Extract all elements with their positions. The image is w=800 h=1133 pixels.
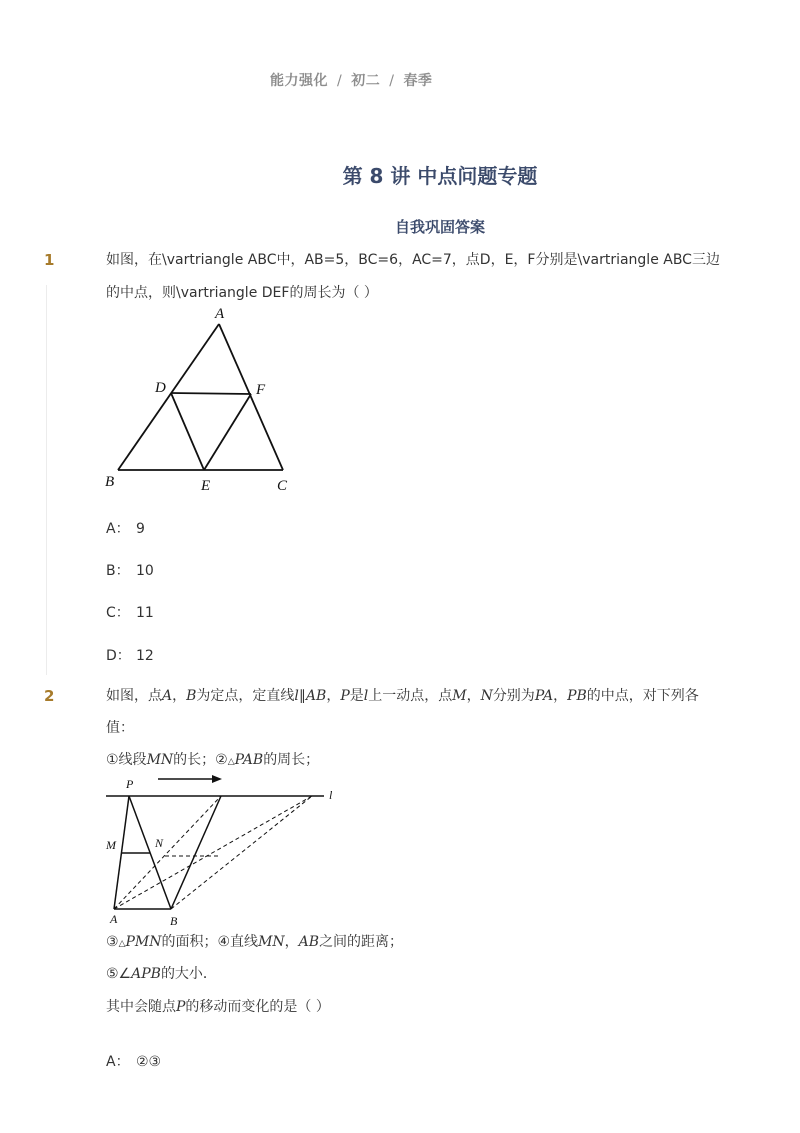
direction-arrowhead <box>212 775 222 783</box>
q2-text-line4: ③△PMN的面积；④直线MN，AB之间的距离； <box>106 934 404 950</box>
q1-option-d[interactable] <box>106 645 154 665</box>
q2-moving-point-figure <box>100 770 350 930</box>
q2-text-line3: ①线段MN的长；②△PAB的周长； <box>106 752 320 768</box>
option-value: 12 <box>136 648 154 664</box>
label-m: M <box>106 838 116 852</box>
breadcrumb-part1: 能力强化 <box>270 73 328 89</box>
breadcrumb-part3: 春季 <box>403 73 433 89</box>
question-number-1: 1 <box>44 251 55 269</box>
label-f: F <box>256 382 266 398</box>
segment-df <box>171 393 251 394</box>
option-label: D： <box>106 648 131 664</box>
label-n: N <box>155 836 164 850</box>
option-value: 9 <box>136 521 145 537</box>
breadcrumb-separator: / <box>389 73 395 89</box>
page-title: 第 8 讲 中点问题专题 <box>342 164 538 188</box>
label-e: E <box>201 478 211 494</box>
option-label: A： <box>106 1054 130 1070</box>
breadcrumb-part2: 初二 <box>351 73 381 89</box>
label-a: A <box>110 912 118 926</box>
label-p: P <box>126 777 134 791</box>
question-divider-line <box>46 285 47 675</box>
q1-option-c[interactable] <box>106 602 154 622</box>
q1-option-b[interactable] <box>106 560 154 580</box>
option-label: B： <box>106 563 130 579</box>
section-subtitle: 自我巩固答案 <box>394 218 485 236</box>
q1-text-line2: 的中点，则\vartriangle DEF的周长为（ ） <box>106 285 378 301</box>
option-value: 10 <box>136 563 154 579</box>
q1-triangle-figure <box>100 300 300 500</box>
segment-de <box>171 393 204 470</box>
option-value: 11 <box>136 605 154 621</box>
breadcrumb <box>270 70 432 90</box>
label-l: l <box>329 788 333 802</box>
side-ab <box>118 324 219 470</box>
q2-text-line2: 值： <box>106 720 134 736</box>
option-value: ②③ <box>136 1054 162 1070</box>
option-label: A： <box>106 521 130 537</box>
option-label: C： <box>106 605 130 621</box>
q2-text-line1: 如图，点A，B为定点，定直线l∥AB，P是l上一动点，点M，N分别为PA，PB的中点，对下列各 <box>106 688 699 704</box>
dashed-b-to-p3 <box>171 796 312 909</box>
label-a: A <box>215 306 225 322</box>
q1-option-a[interactable] <box>106 518 145 538</box>
label-b: B <box>105 474 115 490</box>
question-number-2: 2 <box>44 687 55 705</box>
segment-ef <box>204 394 251 470</box>
side-ac <box>219 324 283 470</box>
label-d: D <box>155 380 166 396</box>
q2-text-line5: ⑤∠APB的大小． <box>106 966 217 982</box>
q1-text-line1: 如图，在\vartriangle ABC中，AB=5，BC=6，AC=7，点D，E，F分别是\vartriangle ABC三边 <box>106 252 720 268</box>
q2-text-line6: 其中会随点P的移动而变化的是（ ） <box>106 999 330 1015</box>
breadcrumb-separator: / <box>337 73 343 89</box>
label-b: B <box>170 914 178 928</box>
label-c: C <box>277 478 288 494</box>
q2-option-a[interactable] <box>106 1051 161 1071</box>
